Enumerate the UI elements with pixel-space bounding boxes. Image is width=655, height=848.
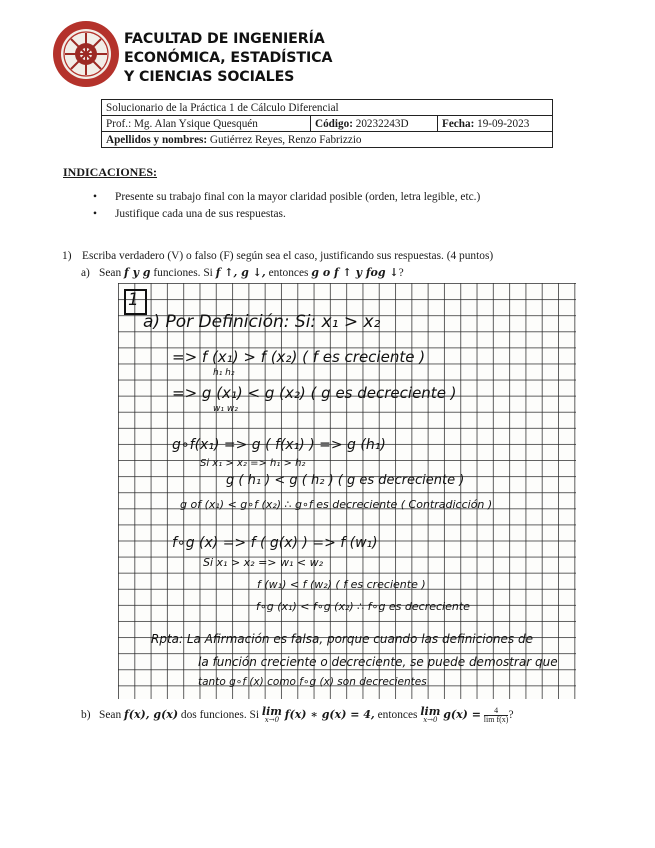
qb-end: ? [508,709,514,722]
handwritten-line: a) Por Definición: Si: x₁ > x₂ [143,312,381,332]
qb-math: f(x), g(x) [124,708,179,722]
lim-sub: x→0 [423,716,438,724]
limit-operator [420,707,440,725]
nombres-label: Apellidos y nombres: [106,133,208,146]
item-label: b) [81,709,91,722]
nombres-value: Gutiérrez Reyes, Renzo Fabrizzio [209,133,362,146]
qb-text: Sean [99,709,122,722]
fecha-value: 19-09-2023 [477,117,530,130]
handwritten-line: f∘g (x) => f ( g(x) ) => f (w₁) [172,535,378,551]
qb-math: f(x) ∗ g(x) = 4, [284,708,375,722]
codigo-value: 20232243D [355,117,409,130]
lim-word: lim [261,705,282,718]
question-number: 1) [62,250,72,262]
handwritten-line: g∘f(x₁) => g ( f(x₁) ) => g (h₁) [172,437,386,453]
handwritten-line: Si x₁ > x₂ => w₁ < w₂ [203,556,324,569]
qa-text: Sean [99,267,122,279]
handwritten-line: tanto g∘f (x) como f∘g (x) son decrecientes [198,676,427,688]
handwritten-line: => g (x₁) < g (x₂) ( g es decreciente ) [172,384,457,402]
lim-sub: x→0 [264,716,280,724]
qa-text: funciones. Si [153,267,213,279]
indicacion-text: Presente su trabajo final con la mayor claridad posible (orden, letra legible, etc.) [115,191,481,203]
question-text: Escriba verdadero (V) o falso (F) según sea el caso, justificando sus respuestas. (4 puntos) [82,250,494,262]
indicaciones-title: INDICACIONES: [63,165,158,179]
qb-text: dos funciones. Si [180,709,260,722]
handwritten-line: g of (x₁) < g∘f (x₂) ∴ g∘f es decreciente ( Contradicción ) [180,498,493,511]
qb-text: entonces [377,709,418,722]
qa-math: f ↑, g ↓, [215,266,266,279]
university-seal-logo [52,20,120,88]
item-label: a) [81,267,90,279]
handwritten-line: g ( h₁ ) < g ( h₂ ) ( g es decreciente ) [226,473,465,488]
handwritten-line: Rpta: La Afirmación es falsa, porque cuando las definiciones de [151,632,533,646]
fecha-label: Fecha: [442,117,475,130]
codigo-label: Código: [315,117,353,130]
lim-word: lim [420,705,441,718]
handwritten-item-number: 1 [128,290,139,310]
qa-end: ? [398,267,404,279]
fecha-cell [438,116,553,132]
codigo-cell [311,116,438,132]
indicacion-text: Justifique cada una de sus respuestas. [115,208,286,220]
list-item [93,189,480,206]
qa-math: g o f ↑ y fog ↓ [311,266,399,279]
handwritten-line: f∘g (x₁) < f∘g (x₂) ∴ f∘g es decreciente [256,600,470,613]
list-item [93,206,480,223]
fraction [484,707,509,724]
limit-operator [262,707,282,725]
handwritten-line: Si x₁ > x₂ => h₁ > h₂ [200,458,306,469]
faculty-name [124,30,332,87]
document-title: Solucionario de la Práctica 1 de Cálculo Diferencial [102,100,553,116]
header-table [101,99,553,148]
bullet-icon: • [93,208,97,220]
handwritten-line: f (w₁) < f (w₂) ( f es creciente ) [257,578,426,591]
qb-math: g(x) = [443,708,481,722]
question-1 [62,250,493,262]
faculty-line-1: FACULTAD DE INGENIERÍA [124,31,325,47]
indicaciones-list [93,189,480,223]
professor: Prof.: Mg. Alan Ysique Quesquén [102,116,311,132]
handwritten-line: w₁ w₂ [213,404,238,414]
handwritten-line: => f (x₁) > f (x₂) ( f es creciente ) [172,348,426,366]
handwritten-line: la función creciente o decreciente, se puede demostrar que [198,655,558,669]
qa-math: f y g [124,266,151,279]
faculty-line-2: ECONÓMICA, ESTADÍSTICA [124,50,333,66]
handwritten-line: h₁ h₂ [213,368,235,378]
fraction-numerator: 4 [484,707,509,716]
bullet-icon: • [93,191,97,203]
fraction-denominator: lim f(x) [483,715,509,724]
question-1a [81,266,404,279]
question-1b [81,707,514,725]
faculty-line-3: Y CIENCIAS SOCIALES [124,69,295,85]
nombres-cell [102,132,553,148]
qa-text: entonces [268,267,309,279]
